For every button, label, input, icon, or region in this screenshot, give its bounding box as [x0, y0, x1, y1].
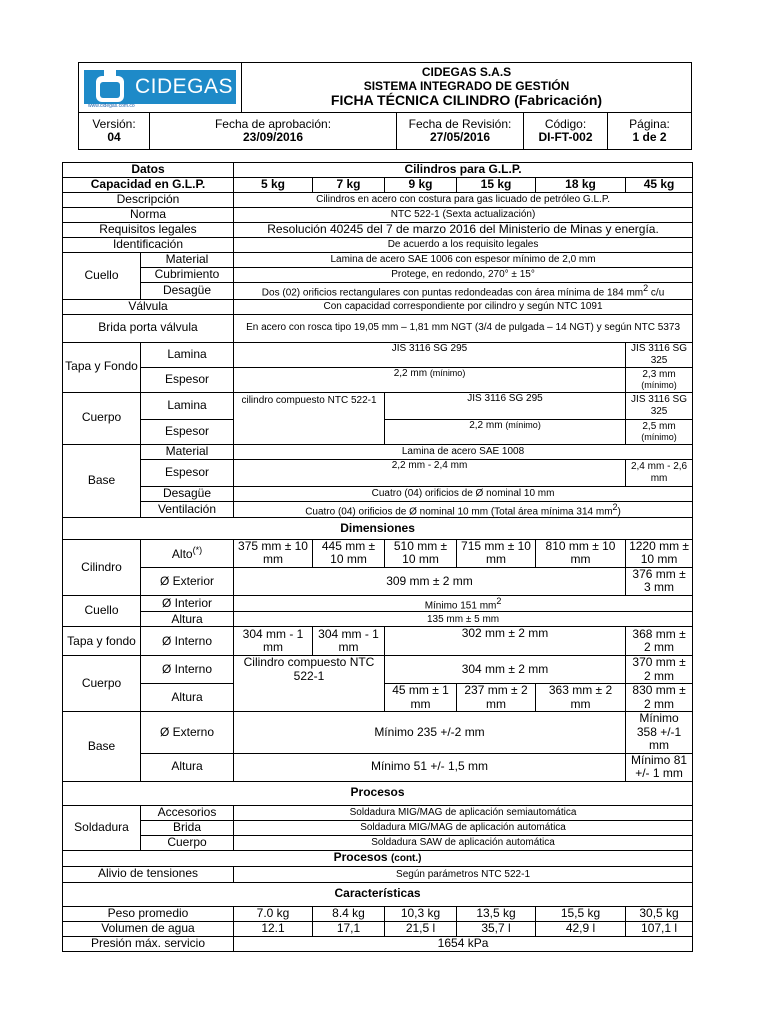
volumen-7: 17,1 — [313, 921, 385, 936]
dim-cuello-label: Cuello — [63, 595, 141, 627]
version-cell — [79, 113, 150, 150]
tapa-interno-mid: 302 mm ± 2 mm — [385, 627, 626, 656]
page-value: 1 de 2 — [632, 130, 667, 144]
document-title: FICHA TÉCNICA CILINDRO (Fabricación) — [330, 92, 603, 109]
procesos-cont-row — [63, 850, 693, 866]
cuerpo-interno-45: 370 mm ± 2 mm — [626, 656, 693, 684]
cilindro-alto-row — [63, 540, 693, 568]
revision-value: 27/05/2016 — [429, 130, 491, 144]
cuerpo-altura-9: 45 mm ± 1 mm — [385, 684, 457, 712]
base-ventilacion-label: Ventilación — [141, 501, 234, 518]
alivio-row — [63, 866, 693, 882]
procesos-cont-title: Procesos (cont.) — [63, 850, 693, 866]
caracteristicas-title: Características — [63, 882, 693, 906]
interior-value: Mínimo 151 $mm^2$ — [234, 595, 693, 612]
base-externo-row — [63, 712, 693, 753]
volumen-row — [63, 921, 693, 936]
base-ventilacion-value: Cuatro (04) orificios de Ø nominal 10 mm (Total área mínima 314 $mm^2$) — [234, 501, 693, 518]
size-45: 45 kg — [626, 178, 693, 193]
base-espesor-label: Espesor — [141, 459, 234, 486]
cuerpo-proceso-row — [63, 835, 693, 850]
cuerpo-proceso-value: Soldadura SAW de aplicación automática — [234, 835, 693, 850]
approval-cell — [150, 113, 397, 150]
approval-value: 23/09/2016 — [242, 130, 304, 144]
dim-tapa-label: Tapa y fondo — [63, 627, 141, 656]
cuerpo-interno-label: Ø Interno — [141, 656, 234, 684]
base-externo-label: Ø Externo — [141, 712, 234, 753]
procesos-title: Procesos — [63, 781, 693, 805]
version-value: 04 — [107, 130, 121, 144]
identificacion-value: De acuerdo a los requisito legales — [234, 238, 693, 253]
peso-15: 13,5 kg — [457, 906, 536, 921]
approval-label: Fecha de aprobación: — [214, 116, 332, 131]
peso-18: 15,5 kg — [536, 906, 626, 921]
presion-row — [63, 936, 693, 951]
cuello-altura-value: 135 mm ± 5 mm — [234, 612, 693, 627]
cuerpo-lamina-row — [63, 392, 693, 419]
cuerpo-interno-row — [63, 656, 693, 684]
cuerpo-compuesto-dim: Cilindro compuesto NTC 522-1 — [234, 656, 385, 712]
cuello-altura-row — [63, 612, 693, 627]
document-header — [78, 62, 692, 150]
tapa-lamina-label: Lamina — [141, 342, 234, 367]
base-altura-value: Mínimo 51 +/- 1,5 mm — [234, 753, 626, 781]
table-header-row — [63, 163, 693, 178]
alto-7: 445 mm ± 10 mm — [313, 540, 385, 568]
cuello-altura-label: Altura — [141, 612, 234, 627]
base-externo-45: Mínimo 358 +/-1 mm — [626, 712, 693, 753]
brida-row — [63, 314, 693, 342]
cuello-cubrimiento-value: Protege, en redondo, 270° ± 15° — [234, 268, 693, 283]
presion-value: 1654 kPa — [234, 936, 693, 951]
volumen-5: 12.1 — [234, 921, 313, 936]
cilindros-header: Cilindros para G.L.P. — [234, 163, 693, 178]
procesos-title-row — [63, 781, 693, 805]
alivio-label: Alivio de tensiones — [63, 866, 234, 882]
cuello-material-label: Material — [141, 253, 234, 268]
logo-text: CIDEGAS — [135, 74, 234, 98]
norma-row — [63, 208, 693, 223]
alto-15: 715 mm ± 10 mm — [457, 540, 536, 568]
base-material-label: Material — [141, 444, 234, 459]
cuello-label: Cuello — [63, 253, 141, 300]
base-desague-row — [63, 486, 693, 501]
tapa-lamina-45: JIS 3116 SG 325 — [626, 342, 693, 367]
tapa-espesor-row — [63, 367, 693, 392]
cuerpo-lamina-45: JIS 3116 SG 325 — [626, 392, 693, 419]
dim-base-label: Base — [63, 712, 141, 781]
descripcion-row — [63, 193, 693, 208]
identificacion-label: Identificación — [63, 238, 234, 253]
cuello-material-value: Lamina de acero SAE 1006 con espesor mínimo de 2,0 mm — [234, 253, 693, 268]
base-espesor-row — [63, 459, 693, 486]
cidegas-logo — [80, 64, 240, 112]
accesorios-value: Soldadura MIG/MAG de aplicación semiautomática — [234, 805, 693, 820]
base-material-row — [63, 444, 693, 459]
alto-18: 810 mm ± 10 mm — [536, 540, 626, 568]
base-label: Base — [63, 444, 141, 518]
logo-url: www.cidegas.com.co — [88, 102, 135, 109]
cuerpo-label: Cuerpo — [63, 392, 141, 444]
size-18: 18 kg — [536, 178, 626, 193]
valvula-label: Válvula — [63, 299, 234, 314]
dimensiones-title: Dimensiones — [63, 518, 693, 540]
cuerpo-proceso-label: Cuerpo — [141, 835, 234, 850]
base-ventilacion-row — [63, 501, 693, 518]
base-material-value: Lamina de acero SAE 1008 — [234, 444, 693, 459]
interior-label: Ø Interior — [141, 595, 234, 612]
capacidad-row — [63, 178, 693, 193]
code-cell — [524, 113, 608, 149]
base-externo-value: Mínimo 235 +/-2 mm — [234, 712, 626, 753]
system-name: SISTEMA INTEGRADO DE GESTIÓN — [363, 78, 570, 93]
version-label: Versión: — [92, 116, 136, 131]
cuerpo-altura-15: 237 mm ± 2 mm — [457, 684, 536, 712]
requisitos-row — [63, 223, 693, 238]
caracteristicas-title-row — [63, 882, 693, 906]
cuello-cubrimiento-label: Cubrimiento — [141, 268, 234, 283]
soldadura-label: Soldadura — [63, 805, 141, 850]
descripcion-value: Cilindros en acero con costura para gas licuado de petróleo G.L.P. — [234, 193, 693, 208]
tapa-lamina-row — [63, 342, 693, 367]
tapa-interno-7: 304 mm - 1 mm — [313, 627, 385, 656]
cylinder-logo-icon — [90, 68, 130, 104]
dim-cuerpo-label: Cuerpo — [63, 656, 141, 712]
cuerpo-lamina-value: JIS 3116 SG 295 — [385, 392, 626, 419]
exterior-45: 376 mm ± 3 mm — [626, 567, 693, 595]
size-7: 7 kg — [313, 178, 385, 193]
cuerpo-espesor-45: 2,5 mm (mínimo) — [626, 419, 693, 444]
brida-value: En acero con rosca tipo 19,05 mm – 1,81 mm NGT (3/4 de pulgada – 14 NGT) y según NTC 5373 — [234, 314, 693, 342]
page-cell — [608, 113, 692, 149]
valvula-value: Con capacidad correspondiente por cilindro y según NTC 1091 — [234, 299, 693, 314]
size-5: 5 kg — [234, 178, 313, 193]
tapa-espesor-label: Espesor — [141, 367, 234, 392]
cuello-desague-row — [63, 283, 693, 300]
cuello-interior-row — [63, 595, 693, 612]
brida-proceso-row — [63, 820, 693, 835]
cuerpo-espesor-value: 2,2 mm (mínimo) — [385, 419, 626, 444]
code-label: Código: — [544, 116, 587, 131]
accesorios-label: Accesorios — [141, 805, 234, 820]
cuello-desague-value: Dos (02) orificios rectangulares con puntas redondeadas con área mínima de 184 $mm^2$ c/u — [234, 283, 693, 300]
tapa-label: Tapa y Fondo — [63, 342, 141, 392]
cilindro-exterior-row — [63, 567, 693, 595]
logo-cell — [79, 63, 242, 113]
volumen-18: 42,9 l — [536, 921, 626, 936]
cuerpo-espesor-label: Espesor — [141, 419, 234, 444]
tapa-lamina-value: JIS 3116 SG 295 — [234, 342, 626, 367]
cuello-material-row — [63, 253, 693, 268]
alto-5: 375 mm ± 10 mm — [234, 540, 313, 568]
capacidad-label: Capacidad en G.L.P. — [63, 178, 234, 193]
size-15: 15 kg — [457, 178, 536, 193]
norma-label: Norma — [63, 208, 234, 223]
peso-9: 10,3 kg — [385, 906, 457, 921]
cuerpo-lamina-label: Lamina — [141, 392, 234, 419]
tapa-espesor-45: 2,3 mm (mínimo) — [626, 367, 693, 392]
requisitos-label: Requisitos legales — [63, 223, 234, 238]
cuerpo-altura-label: Altura — [141, 684, 234, 712]
spec-table — [62, 162, 693, 952]
cuerpo-interno-mid: 304 mm ± 2 mm — [385, 656, 626, 684]
cuerpo-altura-45: 830 mm ± 2 mm — [626, 684, 693, 712]
cuello-cubrimiento-row — [63, 268, 693, 283]
accesorios-row — [63, 805, 693, 820]
cuerpo-altura-18: 363 mm ± 2 mm — [536, 684, 626, 712]
base-altura-45: Mínimo 81 +/- 1 mm — [626, 753, 693, 781]
code-page-cell — [524, 113, 692, 150]
company-name: CIDEGAS S.A.S — [421, 65, 512, 80]
volumen-15: 35,7 l — [457, 921, 536, 936]
tapa-interno-row — [63, 627, 693, 656]
size-9: 9 kg — [385, 178, 457, 193]
norma-value: NTC 522-1 (Sexta actualización) — [234, 208, 693, 223]
cilindro-label: Cilindro — [63, 540, 141, 596]
descripcion-label: Descripción — [63, 193, 234, 208]
base-altura-label: Altura — [141, 753, 234, 781]
tapa-interno-label: Ø Interno — [141, 627, 234, 656]
base-desague-value: Cuatro (04) orificios de Ø nominal 10 mm — [234, 486, 693, 501]
cuello-desague-label: Desagüe — [141, 283, 234, 300]
base-altura-row — [63, 753, 693, 781]
peso-45: 30,5 kg — [626, 906, 693, 921]
code-value: DI-FT-002 — [538, 130, 593, 144]
base-desague-label: Desagüe — [141, 486, 234, 501]
requisitos-value: Resolución 40245 del 7 de marzo 2016 del Ministerio de Minas y energía. — [234, 223, 693, 238]
exterior-value: 309 mm ± 2 mm — [234, 567, 626, 595]
base-espesor-value: 2,2 mm - 2,4 mm — [234, 459, 626, 486]
header-titles — [242, 63, 692, 113]
exterior-label: Ø Exterior — [141, 567, 234, 595]
alto-9: 510 mm ± 10 mm — [385, 540, 457, 568]
brida-proceso-label: Brida — [141, 820, 234, 835]
volumen-9: 21,5 l — [385, 921, 457, 936]
datos-header: Datos — [63, 163, 234, 178]
peso-5: 7.0 kg — [234, 906, 313, 921]
brida-proceso-value: Soldadura MIG/MAG de aplicación automática — [234, 820, 693, 835]
volumen-45: 107,1 l — [626, 921, 693, 936]
presion-label: Presión máx. servicio — [63, 936, 234, 951]
valvula-row — [63, 299, 693, 314]
peso-row — [63, 906, 693, 921]
tapa-espesor-value: 2,2 mm (mínimo) — [234, 367, 626, 392]
revision-cell — [397, 113, 524, 150]
page-label: Página: — [629, 116, 670, 131]
base-espesor-45: 2,4 mm - 2,6 mm — [626, 459, 693, 486]
brida-label: Brida porta válvula — [63, 314, 234, 342]
peso-7: 8.4 kg — [313, 906, 385, 921]
peso-label: Peso promedio — [63, 906, 234, 921]
cuerpo-compuesto: cilindro compuesto NTC 522-1 — [234, 392, 385, 444]
alivio-value: Según parámetros NTC 522-1 — [234, 866, 693, 882]
volumen-label: Volumen de agua — [63, 921, 234, 936]
identificacion-row — [63, 238, 693, 253]
dimensiones-title-row — [63, 518, 693, 540]
tapa-interno-5: 304 mm - 1 mm — [234, 627, 313, 656]
alto-45: 1220 mm ± 10 mm — [626, 540, 693, 568]
tapa-interno-45: 368 mm ± 2 mm — [626, 627, 693, 656]
revision-label: Fecha de Revisión: — [408, 116, 512, 131]
alto-label: Alto(*) — [141, 540, 234, 568]
